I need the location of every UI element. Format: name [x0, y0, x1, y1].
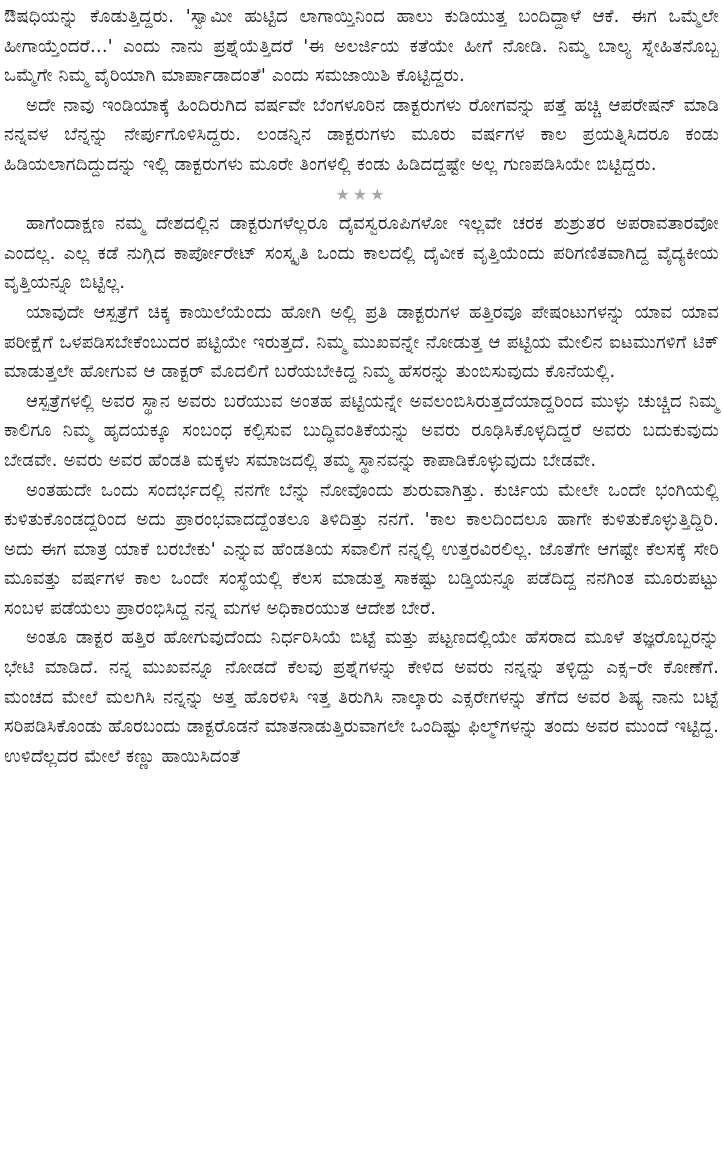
paragraph: ಯಾವುದೇ ಆಸ್ಪತ್ರೆಗೆ ಚಿಕ್ಕ ಕಾಯಿಲೆಯೆಂದು ಹೋಗಿ ಅಲ್ಲಿ ಪ್ರತಿ ಡಾಕ್ಟರುಗಳ ಹತ್ತಿರವೂ ಪೇಷಂಟುಗಳನ್ನು ಯಾವ ಯಾವ ಪರೀಕ್ಷೆಗೆ ಒಳಪಡಿಸಬೇಕೆಂಬುದರ ಪಟ್ಟಿಯೇ ಇರುತ್ತದೆ. ನಿಮ್ಮ ಮುಖವನ್ನೇ ನೋಡುತ್ತ ಆ ಪಟ್ಟಿಯ ಮೇಲಿನ ಐಟಮುಗಳಿಗೆ ಟಿಕ್ ಮಾಡುತ್ತಲೇ ಹೋಗುವ ಆ ಡಾಕ್ಟರ್ ಮೊದಲಿಗೆ ಬರೆಯಬೇಕಿದ್ದ ನಿಮ್ಮ ಹೆಸರನ್ನು ತುಂಬಿಸುವುದು ಕೊನೆಯಲ್ಲಿ.	[4, 301, 719, 383]
paragraph: ಅಂತೂ ಡಾಕ್ಟರ ಹತ್ತಿರ ಹೋಗುವುದೆಂದು ನಿರ್ಧರಿಸಿಯೆ ಬಿಟ್ಟೆ ಮತ್ತು ಪಟ್ಟಣದಲ್ಲಿಯೇ ಹೆಸರಾದ ಮೂಳೆ ತಜ್ಞರೊಬ್ಬರನ್ನು ಭೇಟಿ ಮಾಡಿದೆ. ನನ್ನ ಮುಖವನ್ನೂ ನೋಡದೆ ಕೆಲವು ಪ್ರಶ್ನೆಗಳನ್ನು ಕೇಳಿದ ಅವರು ನನ್ನನ್ನು ತಳ್ಳಿದ್ದು ಎಕ್ಸ–ರೇ ಕೋಣೆಗೆ. ಮಂಚದ ಮೇಲೆ ಮಲಗಿಸಿ ನನ್ನನ್ನು ಅತ್ತ ಹೊರಳಿಸಿ ಇತ್ತ ತಿರುಗಿಸಿ ನಾಲ್ಕಾರು ಎಕ್ಸರೇಗಳನ್ನು ತೆಗೆದ ಅವರ ಶಿಷ್ಯ ನಾನು ಬಟ್ಟೆ ಸರಿಪಡಿಸಿಕೊಂಡು ಹೊರಬಂದು ಡಾಕ್ಟರೊಡನೆ ಮಾತನಾಡುತ್ತಿರುವಾಗಲೇ ಒಂದಿಷ್ಟು ಫಿಲ್ಮ್‌ಗಳನ್ನು ತಂದು ಅವರ ಮುಂದೆ ಇಟ್ಟಿದ್ದ. ಉಳಿದೆಲ್ಲದರ ಮೇಲೆ ಕಣ್ಣು ಹಾಯಿಸಿದಂತೆ	[4, 627, 719, 767]
paragraph: ಅದೇ ನಾವು ಇಂಡಿಯಾಕ್ಕೆ ಹಿಂದಿರುಗಿದ ವರ್ಷವೇ ಬೆಂಗಳೂರಿನ ಡಾಕ್ಟರುಗಳು ರೋಗವನ್ನು ಪತ್ತೆ ಹಚ್ಚಿ ಆಪರೇಷನ್ ಮಾಡಿ ನನ್ನವಳ ಬೆನ್ನನ್ನು ನೇರ್ಪುಗೊಳಿಸಿದ್ದರು. ಲಂಡನ್ನಿನ ಡಾಕ್ಟರುಗಳು ಮೂರು ವರ್ಷಗಳ ಕಾಲ ಪ್ರಯತ್ನಿಸಿದರೂ ಕಂಡು ಹಿಡಿಯಲಾಗದಿದ್ದುದನ್ನು ಇಲ್ಲಿ ಡಾಕ್ಟರುಗಳು ಮೂರೇ ತಿಂಗಳಲ್ಲಿ ಕಂಡು ಹಿಡಿದದ್ದಷ್ಟೇ ಅಲ್ಲ ಗುಣಪಡಿಸಿಯೇ ಬಿಟ್ಟಿದ್ದರು.	[4, 94, 719, 175]
section-separator-stars: ★★★	[335, 184, 388, 204]
paragraph: ಅಂತಹುದೇ ಒಂದು ಸಂದರ್ಭದಲ್ಲಿ ನನಗೇ ಬೆನ್ನು ನೋವೊಂದು ಶುರುವಾಗಿತ್ತು. ಕುರ್ಚಿಯ ಮೇಲೇ ಒಂದೇ ಭಂಗಿಯಲ್ಲಿ ಕುಳಿತುಕೊಂಡದ್ದರಿಂದ ಅದು ಪ್ರಾರಂಭವಾದದ್ದೆಂತಲೂ ತಿಳಿದಿತ್ತು ನನಗೆ. 'ಕಾಲ ಕಾಲದಿಂದಲೂ ಹಾಗೇ ಕುಳಿತುಕೊಳ್ಳುತ್ತಿದ್ದಿರಿ. ಅದು ಈಗ ಮಾತ್ರ ಯಾಕೆ ಬರಬೇಕು' ಎನ್ನುವ ಹೆಂಡತಿಯ ಸವಾಲಿಗೆ ನನ್ನಲ್ಲಿ ಉತ್ತರವಿರಲಿಲ್ಲ. ಜೊತೆಗೇ ಆಗಷ್ಟೇ ಕೆಲಸಕ್ಕೆ ಸೇರಿ ಮೂವತ್ತು ವರ್ಷಗಳ ಕಾಲ ಒಂದೇ ಸಂಸ್ಥೆಯಲ್ಲಿ ಕೆಲಸ ಮಾಡುತ್ತ ಸಾಕಷ್ಟು ಬಡ್ತಿಯನ್ನೂ ಪಡೆದಿದ್ದ ನನಗಿಂತ ಮೂರುಪಟ್ಟು ಸಂಬಳ ಪಡೆಯಲು ಪ್ರಾರಂಭಿಸಿದ್ದ ನನ್ನ ಮಗಳ ಅಧಿಕಾರಯುತ ಆದೇಶ ಬೇರೆ.	[4, 479, 719, 619]
paragraph: ಹಾಗೆಂದಾಕ್ಷಣ ನಮ್ಮ ದೇಶದಲ್ಲಿನ ಡಾಕ್ಟರುಗಳೆಲ್ಲರೂ ದೈವಸ್ವರೂಪಿಗಳೋ ಇಲ್ಲವೇ ಚರಕ ಶುಶ್ರುತರ ಅಪರಾವತಾರವೋ ಎಂದಲ್ಲ. ಎಲ್ಲ ಕಡೆ ನುಗ್ಗಿದ ಕಾರ್ಪೋರೇಟ್ ಸಂಸ್ಕೃತಿ ಒಂದು ಕಾಲದಲ್ಲಿ ದೈವೀಕ ವೃತ್ತಿಯೆಂದು ಪರಿಗಣಿತವಾಗಿದ್ದ ವೈದ್ಯಕೀಯ ವೃತ್ತಿಯನ್ನೂ ಬಿಟ್ಟಿಲ್ಲ.	[4, 213, 719, 294]
paragraph: ಔಷಧಿಯನ್ನು ಕೊಡುತ್ತಿದ್ದರು. 'ಸ್ವಾಮೀ ಹುಟ್ಟಿದ ಲಾಗಾಯ್ತಿನಿಂದ ಹಾಲು ಕುಡಿಯುತ್ತ ಬಂದಿದ್ದಾಳೆ ಆಕೆ. ಈಗ ಒಮ್ಮೆಲೇ ಹೀಗಾಯ್ತೆಂದರೆ...' ಎಂದು ನಾನು ಪ್ರಶ್ನೆಯೆತ್ತಿದರೆ 'ಈ ಅಲರ್ಜಿಯ ಕತೆಯೇ ಹೀಗೆ ನೋಡಿ. ನಿಮ್ಮ ಬಾಲ್ಯ ಸ್ನೇಹಿತನೊಬ್ಬ ಒಮ್ಮೆಗೇ ನಿಮ್ಮ ವೈರಿಯಾಗಿ ಮಾರ್ಪಾಡಾದಂತೆ' ಎಂದು ಸಮಜಾಯಿಶಿ ಕೊಟ್ಟಿದ್ದರು.	[4, 6, 719, 87]
paragraph: ಆಸ್ಪತ್ರೆಗಳಲ್ಲಿ ಅವರ ಸ್ಥಾನ ಅವರು ಬರೆಯುವ ಅಂತಹ ಪಟ್ಟಿಯನ್ನೇ ಅವಲಂಬಿಸಿರುತ್ತದೆಯಾದ್ದರಿಂದ ಮುಳ್ಳು ಚುಚ್ಚಿದ ನಿಮ್ಮ ಕಾಲಿಗೂ ನಿಮ್ಮ ಹೃದಯಕ್ಕೂ ಸಂಬಂಧ ಕಲ್ಪಿಸುವ ಬುದ್ಧಿವಂತಿಕೆಯನ್ನು ಅವರು ರೂಢಿಸಿಕೊಳ್ಳದಿದ್ದರೆ ಅವರು ಬದುಕುವುದು ಬೇಡವೇ. ಅವರು ಅವರ ಹೆಂಡತಿ ಮಕ್ಕಳು ಸಮಾಜದಲ್ಲಿ ತಮ್ಮ ಸ್ಥಾನವನ್ನು ಕಾಪಾಡಿಕೊಳ್ಳುವುದು ಬೇಡವೇ.	[4, 390, 719, 471]
